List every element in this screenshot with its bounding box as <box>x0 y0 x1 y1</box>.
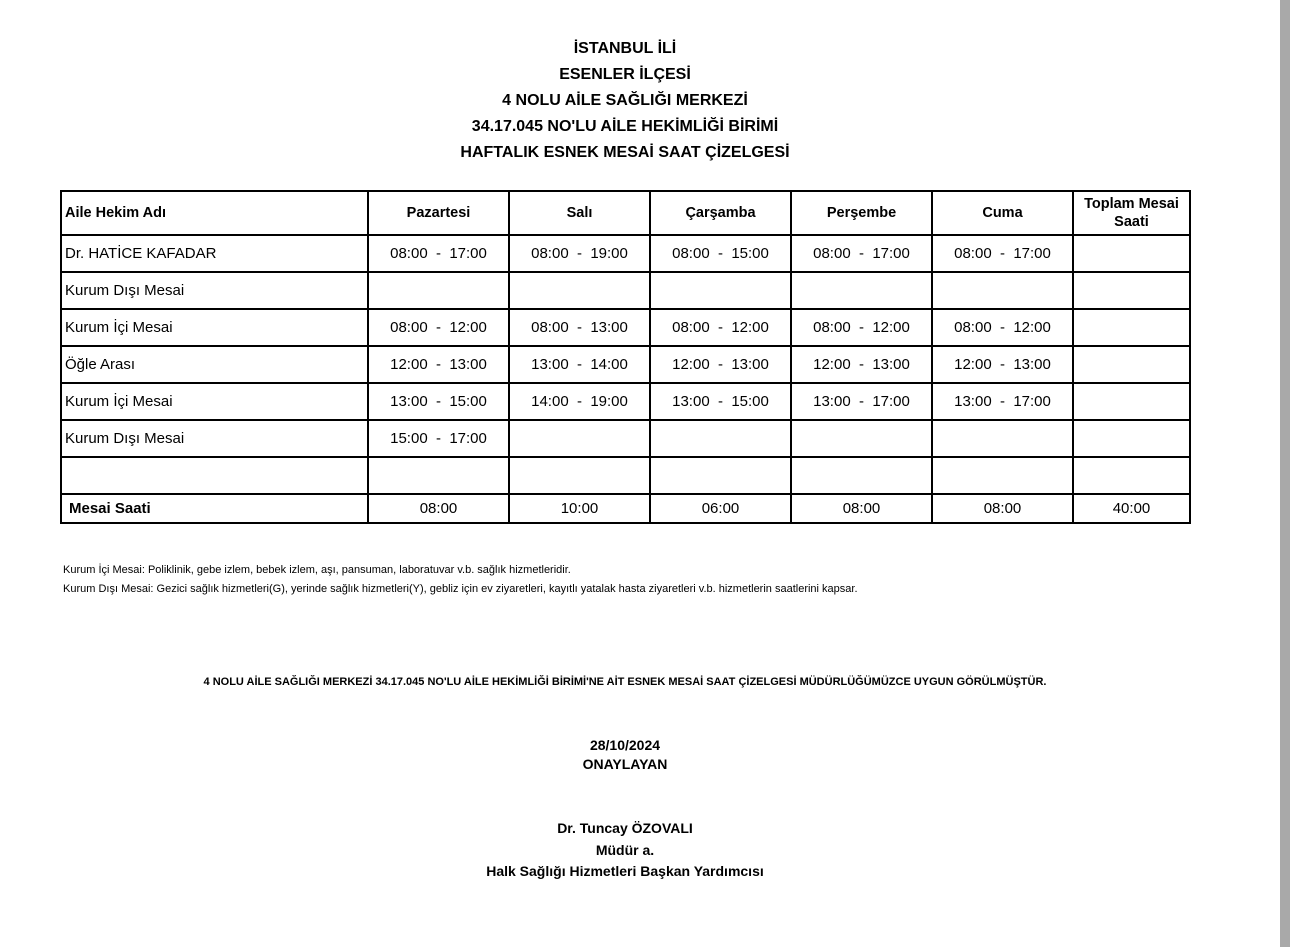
table-cell <box>368 272 509 309</box>
table-cell: Dr. HATİCE KAFADAR <box>61 235 368 272</box>
table-row <box>61 420 1190 457</box>
approval-statement: 4 NOLU AİLE SAĞLIĞI MERKEZİ 34.17.045 NO'LU AİLE HEKİMLİĞİ BİRİMİ'NE AİT ESNEK MESAİ SAAT ÇİZELGESİ MÜDÜRLÜĞÜMÜZCE UYGUN GÖRÜLMÜŞTÜR. <box>203 676 1047 688</box>
total-row-label: Mesai Saati <box>61 494 368 523</box>
table-cell: 08:00 - 12:00 <box>650 309 791 346</box>
total-cell-tuesday: 10:00 <box>509 494 650 523</box>
total-hours-row <box>61 494 1190 523</box>
table-cell <box>1073 309 1190 346</box>
footnote-internal-duty: Kurum İçi Mesai: Poliklinik, gebe izlem, bebek izlem, aşı, pansuman, laboratuvar v.b. sağlık hizmetleridir. <box>63 564 571 576</box>
table-cell: 08:00 - 12:00 <box>932 309 1073 346</box>
table-cell: Kurum İçi Mesai <box>61 383 368 420</box>
table-cell: 08:00 - 15:00 <box>650 235 791 272</box>
table-cell: 08:00 - 19:00 <box>509 235 650 272</box>
schedule-table <box>60 190 1191 524</box>
table-cell: 12:00 - 13:00 <box>368 346 509 383</box>
header-health-center: 4 NOLU AİLE SAĞLIĞI MERKEZİ <box>502 92 748 109</box>
total-cell-wednesday: 06:00 <box>650 494 791 523</box>
column-header-thursday: Perşembe <box>791 191 932 235</box>
table-cell <box>932 272 1073 309</box>
document-header <box>0 36 1250 166</box>
table-cell <box>509 420 650 457</box>
column-header-total-hours: Toplam Mesai Saati <box>1073 191 1190 235</box>
table-cell: 08:00 - 12:00 <box>791 309 932 346</box>
header-province: İSTANBUL İLİ <box>573 40 677 57</box>
table-cell <box>791 457 932 494</box>
table-cell <box>1073 383 1190 420</box>
approval-date: 28/10/2024 <box>589 737 661 753</box>
signer-block <box>0 818 1250 883</box>
table-cell: 08:00 - 17:00 <box>932 235 1073 272</box>
table-cell: 13:00 - 17:00 <box>791 383 932 420</box>
table-row <box>61 235 1190 272</box>
table-row <box>61 346 1190 383</box>
total-cell-thursday: 08:00 <box>791 494 932 523</box>
header-document-title: HAFTALIK ESNEK MESAİ SAAT ÇİZELGESİ <box>460 144 790 161</box>
table-cell: 13:00 - 14:00 <box>509 346 650 383</box>
column-header-friday: Cuma <box>932 191 1073 235</box>
table-cell: 12:00 - 13:00 <box>650 346 791 383</box>
header-unit: 34.17.045 NO'LU AİLE HEKİMLİĞİ BİRİMİ <box>471 118 779 135</box>
table-cell: 13:00 - 15:00 <box>368 383 509 420</box>
table-cell: 13:00 - 17:00 <box>932 383 1073 420</box>
table-row <box>61 309 1190 346</box>
table-row <box>61 457 1190 494</box>
table-cell <box>650 272 791 309</box>
table-cell <box>791 272 932 309</box>
column-header-wednesday: Çarşamba <box>650 191 791 235</box>
footnotes <box>63 561 858 599</box>
total-cell-weekly: 40:00 <box>1073 494 1190 523</box>
column-header-tuesday: Salı <box>509 191 650 235</box>
column-header-monday: Pazartesi <box>368 191 509 235</box>
vertical-scrollbar[interactable] <box>1280 0 1290 947</box>
table-cell: 08:00 - 17:00 <box>368 235 509 272</box>
table-cell <box>509 457 650 494</box>
table-cell: 08:00 - 12:00 <box>368 309 509 346</box>
total-cell-friday: 08:00 <box>932 494 1073 523</box>
signer-name: Dr. Tuncay ÖZOVALI <box>557 820 693 836</box>
footnote-external-duty: Kurum Dışı Mesai: Gezici sağlık hizmetleri(G), yerinde sağlık hizmetleri(Y), gebliz için ev ziyaretleri, kayıtlı yatalak hasta ziyaretleri v.b. hizmetlerin saatlerini kapsar. <box>63 583 858 595</box>
table-cell <box>932 457 1073 494</box>
table-cell <box>1073 272 1190 309</box>
table-row <box>61 383 1190 420</box>
table-cell <box>1073 235 1190 272</box>
approver-label: ONAYLAYAN <box>582 756 668 772</box>
table-cell: Kurum Dışı Mesai <box>61 272 368 309</box>
table-cell <box>932 420 1073 457</box>
signer-role: Müdür a. <box>595 841 655 858</box>
table-cell <box>509 272 650 309</box>
table-cell: 08:00 - 17:00 <box>791 235 932 272</box>
total-cell-monday: 08:00 <box>368 494 509 523</box>
table-cell <box>1073 420 1190 457</box>
table-cell: 08:00 - 13:00 <box>509 309 650 346</box>
table-cell <box>61 457 368 494</box>
header-district: ESENLER İLÇESİ <box>559 66 691 83</box>
approval-block <box>0 736 1250 774</box>
table-cell: Öğle Arası <box>61 346 368 383</box>
table-cell <box>368 457 509 494</box>
table-cell: 14:00 - 19:00 <box>509 383 650 420</box>
table-header-row <box>61 191 1190 235</box>
table-cell <box>1073 457 1190 494</box>
table-row <box>61 272 1190 309</box>
table-cell: 12:00 - 13:00 <box>932 346 1073 383</box>
table-cell: 12:00 - 13:00 <box>791 346 932 383</box>
table-cell: 15:00 - 17:00 <box>368 420 509 457</box>
table-cell: 13:00 - 15:00 <box>650 383 791 420</box>
table-cell <box>650 420 791 457</box>
table-cell <box>791 420 932 457</box>
table-cell <box>650 457 791 494</box>
table-cell <box>1073 346 1190 383</box>
column-header-doctor-name: Aile Hekim Adı <box>61 191 368 235</box>
signer-title: Halk Sağlığı Hizmetleri Başkan Yardımcısı <box>486 863 764 879</box>
table-cell: Kurum Dışı Mesai <box>61 420 368 457</box>
table-cell: Kurum İçi Mesai <box>61 309 368 346</box>
